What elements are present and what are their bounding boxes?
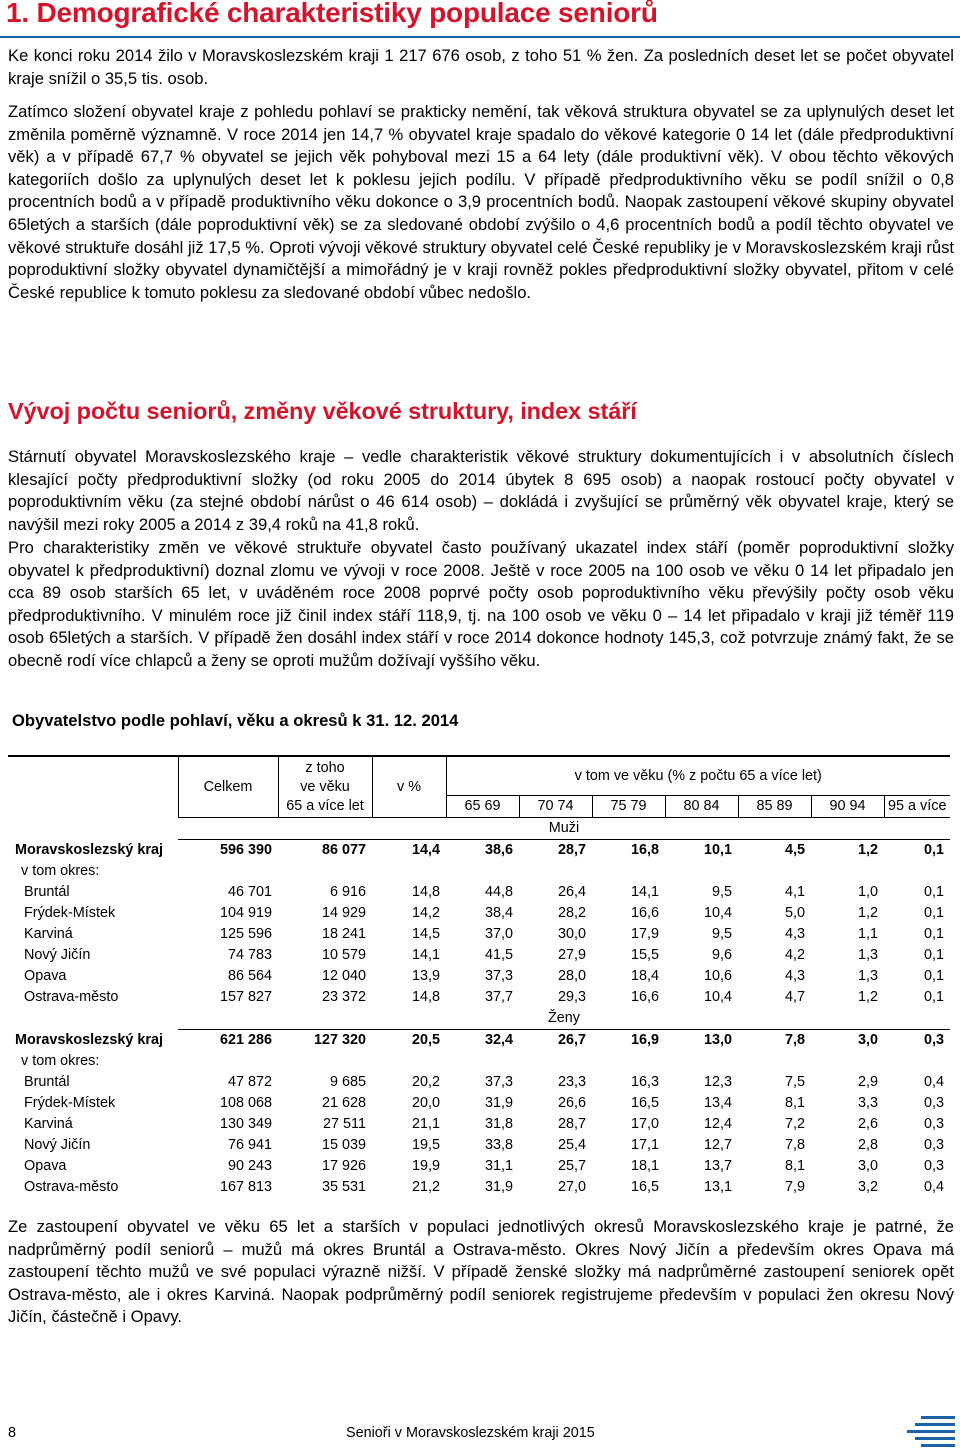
cell-value: 14,2 <box>411 905 440 921</box>
row-label: Bruntál <box>24 884 70 900</box>
cell-value: 17,9 <box>630 926 659 942</box>
cell-value: 10 579 <box>321 947 366 963</box>
cell-value: 1,3 <box>857 968 878 984</box>
cell-value: 19,9 <box>411 1158 440 1174</box>
table-row <box>8 840 950 862</box>
cell-value: 28,2 <box>557 905 586 921</box>
header-celkem: Celkem <box>178 756 278 818</box>
cell-value: 27,9 <box>557 947 586 963</box>
cell-value: 167 813 <box>219 1179 272 1195</box>
cell-value: 12,3 <box>703 1074 732 1090</box>
cell-value: 7,2 <box>784 1116 805 1132</box>
cell-value: 44,8 <box>484 884 513 900</box>
cell-value: 27 511 <box>323 1116 366 1132</box>
table-row <box>8 903 950 924</box>
cell-value: 23 372 <box>321 989 366 1005</box>
section-label-row <box>8 818 950 840</box>
cell-value: 3,3 <box>857 1095 878 1111</box>
cell-value: 127 320 <box>313 1032 366 1048</box>
heading-rule <box>0 36 960 38</box>
cell-value: 0,1 <box>923 968 944 984</box>
cell-value: 14,1 <box>630 884 659 900</box>
cell-value: 31,9 <box>484 1095 513 1111</box>
section-subheading: Vývoj počtu seniorů, změny věkové struktury, index stáří <box>8 398 637 424</box>
cell-value: 13,7 <box>703 1158 732 1174</box>
cell-value: 33,8 <box>484 1137 513 1153</box>
population-table <box>8 748 950 1198</box>
cell-value: 1,2 <box>857 842 878 858</box>
cell-value: 14,4 <box>411 842 440 858</box>
cell-value: 8,1 <box>784 1095 805 1111</box>
cell-value: 0,1 <box>923 884 944 900</box>
cell-value: 14,8 <box>411 884 440 900</box>
row-label: Bruntál <box>24 1074 70 1090</box>
cell-value: 9,5 <box>711 926 732 942</box>
cell-value: 4,2 <box>784 947 805 963</box>
cell-value: 37,0 <box>484 926 513 942</box>
cell-value: 46 701 <box>227 884 272 900</box>
cell-value: 7,5 <box>784 1074 805 1090</box>
cell-value: 2,6 <box>857 1116 878 1132</box>
header-ztoho: z toho ve věku 65 a více let <box>278 756 372 818</box>
cell-value: 14,8 <box>411 989 440 1005</box>
cell-value: 47 872 <box>227 1074 272 1090</box>
cell-value: 86 564 <box>227 968 272 984</box>
table-row <box>8 1030 950 1052</box>
paragraph-ageing: Stárnutí obyvatel Moravskoslezského kraje – vedle charakteristik věkové struktury dokumentujících i v absolutních číslech klesající počty předproduktivní složky (od roku 2005 do 2014 úbytek 8 695 osob) a naopak rostoucí počty obyvatel v poproduktivním věku (za stejné období nárůst o 46 614 osob) – dokládá i zvyšující se průměrný věk obyvatel kraje, který se navýšil mezi roky 2005 a 2014 z 39,4 roků na 41,8 roků. <box>8 447 954 534</box>
table-row <box>8 924 950 945</box>
header-age: 75 79 <box>592 796 665 818</box>
cell-value: 20,0 <box>411 1095 440 1111</box>
cell-value: 0,3 <box>923 1116 944 1132</box>
cell-value: 12 040 <box>321 968 366 984</box>
cell-value: 16,8 <box>630 842 659 858</box>
cell-value: 4,3 <box>784 926 805 942</box>
cell-value: 9 685 <box>329 1074 366 1090</box>
cell-value: 1,3 <box>857 947 878 963</box>
cell-value: 38,6 <box>484 842 513 858</box>
cell-value: 2,9 <box>857 1074 878 1090</box>
cell-value: 1,2 <box>857 989 878 1005</box>
header-age: 85 89 <box>738 796 811 818</box>
row-label: Frýdek-Místek <box>24 1095 116 1111</box>
cell-value: 13,4 <box>703 1095 732 1111</box>
cell-value: 7,9 <box>784 1179 805 1195</box>
cell-value: 10,4 <box>703 989 732 1005</box>
cell-value: 20,2 <box>411 1074 440 1090</box>
cell-value: 596 390 <box>219 842 272 858</box>
cell-value: 25,7 <box>557 1158 586 1174</box>
cell-value: 28,7 <box>557 1116 586 1132</box>
cell-value: 3,0 <box>857 1158 878 1174</box>
header-age: 70 74 <box>519 796 592 818</box>
row-label: Karviná <box>24 1116 73 1132</box>
cell-value: 21,1 <box>411 1116 440 1132</box>
cell-value: 13,1 <box>703 1179 732 1195</box>
row-label: Opava <box>24 968 67 984</box>
publication-title: Senioři v Moravskoslezském kraji 2015 <box>346 1425 595 1441</box>
cell-value: 0,1 <box>923 947 944 963</box>
cell-value: 7,8 <box>784 1137 805 1153</box>
cell-value: 157 827 <box>219 989 272 1005</box>
cell-value: 26,7 <box>557 1032 586 1048</box>
cell-value: 8,1 <box>784 1158 805 1174</box>
cell-value: 9,6 <box>711 947 732 963</box>
table-row <box>8 945 950 966</box>
cell-value: 9,5 <box>711 884 732 900</box>
cell-value: 0,1 <box>923 926 944 942</box>
cell-value: 16,6 <box>630 905 659 921</box>
cell-value: 0,3 <box>923 1158 944 1174</box>
cell-value: 16,6 <box>630 989 659 1005</box>
cell-value: 0,1 <box>923 842 944 858</box>
page-number: 8 <box>8 1425 17 1441</box>
cell-value: 31,1 <box>484 1158 513 1174</box>
cell-value: 108 068 <box>219 1095 272 1111</box>
table-row <box>8 1072 950 1093</box>
cell-value: 41,5 <box>484 947 513 963</box>
page-heading: 1. Demografické charakteristiky populace seniorů <box>6 0 658 28</box>
cell-value: 37,3 <box>484 1074 513 1090</box>
header-age: 90 94 <box>811 796 884 818</box>
cell-value: 1,2 <box>857 905 878 921</box>
cell-value: 31,8 <box>484 1116 513 1132</box>
row-label: Moravskoslezský kraj <box>15 1031 163 1048</box>
cell-value: 0,1 <box>923 989 944 1005</box>
cell-value: 38,4 <box>484 905 513 921</box>
cell-value: 0,1 <box>923 905 944 921</box>
subtitle-row <box>8 861 950 882</box>
cell-value: 0,4 <box>923 1074 944 1090</box>
cell-value: 7,8 <box>784 1032 805 1048</box>
row-label: Nový Jičín <box>24 1137 91 1153</box>
cell-value: 13,9 <box>411 968 440 984</box>
cell-value: 15 039 <box>321 1137 366 1153</box>
cell-value: 16,5 <box>630 1179 659 1195</box>
paragraph-districts: Ze zastoupení obyvatel ve věku 65 let a starších v populaci jednotlivých okresů Moravskoslezského kraje je patrné, že nadprůměrný podíl seniorů – mužů má okres Bruntál a Ostrava-město. Okres Nový Jičín a především okres Opava má zastoupení těchto mužů ve své populaci výrazně nižší. V případě ženské složky má nadprůměrné zastoupení seniorek opět Ostrava-město, ale i okres Karviná. Naopak podprůměrný podíl seniorek registrujeme především v populaci žen okresu Nový Jičín, částečně i Opavy. <box>8 1217 954 1327</box>
cell-value: 0,4 <box>923 1179 944 1195</box>
cell-value: 4,5 <box>784 842 805 858</box>
cell-value: 4,3 <box>784 968 805 984</box>
cell-value: 5,0 <box>784 905 805 921</box>
cell-value: 23,3 <box>557 1074 586 1090</box>
cell-value: 1,0 <box>857 884 878 900</box>
cell-value: 37,7 <box>484 989 513 1005</box>
table-body <box>8 818 950 1199</box>
row-subtitle: v tom okres: <box>21 1053 100 1069</box>
paragraph-intro: Ke konci roku 2014 žilo v Moravskoslezském kraji 1 217 676 osob, z toho 51 % žen. Za posledních deset let se počet obyvatel kraje snížil o 35,5 tis. osob. <box>8 46 954 88</box>
cell-value: 0,3 <box>923 1137 944 1153</box>
cell-value: 29,3 <box>557 989 586 1005</box>
table-row <box>8 1177 950 1198</box>
cell-value: 25,4 <box>557 1137 586 1153</box>
cell-value: 3,0 <box>857 1032 878 1048</box>
table-row <box>8 1093 950 1114</box>
row-label: Ostrava-město <box>24 989 119 1005</box>
cell-value: 74 783 <box>227 947 272 963</box>
cell-value: 30,0 <box>557 926 586 942</box>
cell-value: 4,7 <box>784 989 805 1005</box>
cell-value: 621 286 <box>219 1032 272 1048</box>
cell-value: 15,5 <box>630 947 659 963</box>
header-age: 65 69 <box>446 796 519 818</box>
cell-value: 17,1 <box>630 1137 659 1153</box>
table-row <box>8 966 950 987</box>
cell-value: 125 596 <box>219 926 272 942</box>
cell-value: 28,0 <box>557 968 586 984</box>
cell-value: 104 919 <box>219 905 272 921</box>
header-empty <box>8 756 178 818</box>
cell-value: 17 926 <box>321 1158 366 1174</box>
cell-value: 16,3 <box>630 1074 659 1090</box>
cell-value: 12,7 <box>703 1137 732 1153</box>
cell-value: 1,1 <box>857 926 878 942</box>
cell-value: 12,4 <box>703 1116 732 1132</box>
paragraph-age-structure: Zatímco složení obyvatel kraje z pohledu pohlaví se prakticky nemění, tak věková struktura obyvatel se za uplynulých deset let změnila poměrně významně. V roce 2014 jen 14,7 % obyvatel kraje spadalo do věkové kategorie 0 14 let (dále předproduktivní věk) a v případě 67,7 % obyvatel se jejich věk pohyboval mezi 15 a 64 lety (dále produktivní věk). V obou těchto věkových kategoriích došlo za uplynulých deset let k poklesu jejich podílu. V případě předproduktivního věku se podíl snížil o 0,8 procentních bodů a v případě produktivního věku dokonce o 3,9 procentních bodů. Naopak zastoupení věkové skupiny obyvatel 65letých a starších (dále poproduktivní věk) se za sledované období zvýšilo o 4,6 procentních bodů a podíl těchto obyvatel ve věkové struktuře dosáhl již 17,5 %. Oproti vývoji věkové struktury obyvatel celé České republiky je v Moravskoslezském kraji růst poproduktivní složky obyvatel dynamičtější a mimořádný je v kraji rovněž pokles předproduktivní složky obyvatel, přitom v celé České republice k tomuto poklesu za sledované období vůbec nedošlo. <box>8 102 954 302</box>
cell-value: 13,0 <box>703 1032 732 1048</box>
cell-value: 10,1 <box>703 842 732 858</box>
row-label: Nový Jičín <box>24 947 91 963</box>
row-label: Frýdek-Místek <box>24 905 116 921</box>
cell-value: 18 241 <box>321 926 366 942</box>
cell-value: 2,8 <box>857 1137 878 1153</box>
cell-value: 35 531 <box>321 1179 366 1195</box>
cell-value: 21,2 <box>411 1179 440 1195</box>
cell-value: 6 916 <box>329 884 366 900</box>
row-label: Ostrava-město <box>24 1179 119 1195</box>
cell-value: 19,5 <box>411 1137 440 1153</box>
table-row <box>8 987 950 1008</box>
section-label-row <box>8 1008 950 1030</box>
cell-value: 26,6 <box>557 1095 586 1111</box>
row-label: Moravskoslezský kraj <box>15 841 163 858</box>
cell-value: 17,0 <box>630 1116 659 1132</box>
cell-value: 0,3 <box>923 1032 944 1048</box>
cell-value: 130 349 <box>219 1116 272 1132</box>
cell-value: 76 941 <box>227 1137 272 1153</box>
table-title: Obyvatelstvo podle pohlaví, věku a okresů k 31. 12. 2014 <box>12 711 459 730</box>
cell-value: 86 077 <box>321 842 366 858</box>
cell-value: 28,7 <box>557 842 586 858</box>
cell-value: 90 243 <box>227 1158 272 1174</box>
cell-value: 18,1 <box>630 1158 659 1174</box>
row-label: Opava <box>24 1158 67 1174</box>
cell-value: 37,3 <box>484 968 513 984</box>
table-row <box>8 1135 950 1156</box>
cell-value: 26,4 <box>557 884 586 900</box>
cell-value: 14,5 <box>411 926 440 942</box>
section-label: Muži <box>178 818 950 840</box>
cell-value: 21 628 <box>321 1095 366 1111</box>
header-age: 80 84 <box>665 796 738 818</box>
subtitle-row <box>8 1051 950 1072</box>
header-age: 95 a více <box>884 796 950 818</box>
cell-value: 14 929 <box>321 905 366 921</box>
header-pct: v % <box>372 756 446 818</box>
cell-value: 14,1 <box>411 947 440 963</box>
cell-value: 27,0 <box>557 1179 586 1195</box>
section-label: Ženy <box>178 1008 950 1030</box>
cell-value: 18,4 <box>630 968 659 984</box>
cell-value: 20,5 <box>411 1032 440 1048</box>
row-label: Karviná <box>24 926 73 942</box>
cell-value: 10,6 <box>703 968 732 984</box>
cell-value: 10,4 <box>703 905 732 921</box>
table-row <box>8 882 950 903</box>
header-age-group: v tom ve věku (% z počtu 65 a více let) <box>446 756 950 796</box>
cell-value: 16,9 <box>630 1032 659 1048</box>
cell-value: 4,1 <box>784 884 805 900</box>
cell-value: 16,5 <box>630 1095 659 1111</box>
cell-value: 31,9 <box>484 1179 513 1195</box>
paragraph-ageing-index: Pro charakteristiky změn ve věkové struktuře obyvatel často používaný ukazatel index stáří (poměr poproduktivní složky obyvatel k předproduktivní) doznal zlomu ve vývoji v roce 2008. Ještě v roce 2005 na 100 osob ve věku 0 14 let připadalo jen cca 89 osob starších 65 let, v uváděném roce 2008 poprvé počty osob poproduktivního věku převýšily počty osob věku předproduktivního. V minulém roce již činil index stáří 118,9, tj. na 100 osob ve věku 0 – 14 let připadalo v kraji již téměř 119 osob 65letých a starších. V případě žen dosáhl index stáří v roce 2014 dokonce hodnoty 145,3, což potvrzuje známý fakt, že se obecně rodí více chlapců a ženy se oproti mužům dožívají vyššího věku. <box>8 538 954 670</box>
cell-value: 3,2 <box>857 1179 878 1195</box>
table-row <box>8 1156 950 1177</box>
row-subtitle: v tom okres: <box>21 863 100 879</box>
table-row <box>8 1114 950 1135</box>
cell-value: 0,3 <box>923 1095 944 1111</box>
cell-value: 32,4 <box>484 1032 513 1048</box>
czso-logo-icon <box>907 1416 955 1450</box>
